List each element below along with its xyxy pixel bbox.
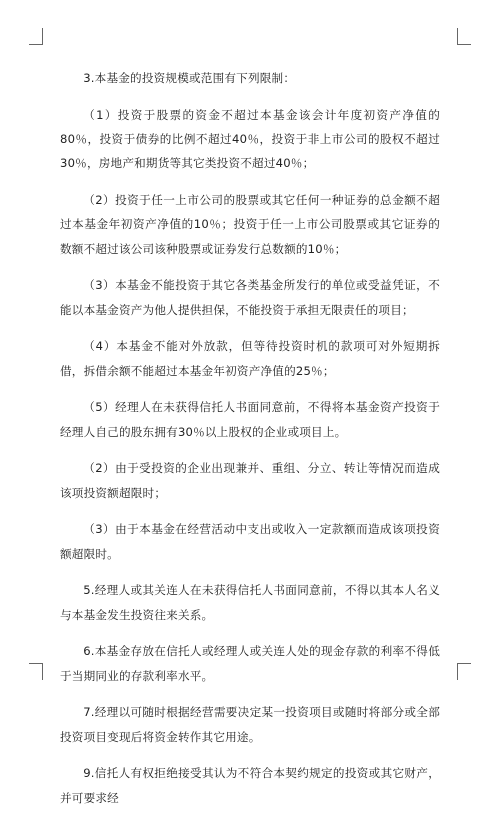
paragraph-5: （4）本基金不能对外放款，但等待投资时机的款项可对外短期拆借，拆借余额不能超过本基金年初资产净值的25％； (60, 339, 440, 378)
paragraph-11: 7.经理以可随时根据经营需要决定某一投资项目或随时将部分或全部投资项目变现后将资金转作其它用途。 (60, 705, 440, 744)
paragraph-9: 5.经理人或其关连人在未获得信托人书面同意前，不得以其本人名义与本基金发生投资往来关系。 (60, 583, 440, 622)
document-body (60, 66, 440, 822)
paragraph-1: 3.本基金的投资规模或范围有下列限制： (83, 71, 296, 85)
paragraph-4: （3）本基金不能投资于其它各类基金所发行的单位或受益凭证，不能以本基金资产为他人提供担保，不能投资于承担无限责任的项目； (60, 278, 440, 317)
crop-mark-top-left (29, 28, 43, 45)
paragraph-8: （3）由于本基金在经营活动中支出或收入一定款额而造成该项投资额超限时。 (60, 522, 440, 561)
crop-mark-bottom-left (29, 663, 43, 680)
paragraph-12: 9.信托人有权拒绝接受其认为不符合本契约规定的投资或其它财产，并可要求经 (60, 766, 440, 805)
paragraph-10: 6.本基金存放在信托人或经理人或关连人处的现金存款的利率不得低于当期同业的存款利率水平。 (60, 644, 440, 683)
paragraph-2: （1）投资于股票的资金不超过本基金该会计年度初资产净值的80％，投资于债券的比例不超过40％，投资于非上市公司的股权不超过30％，房地产和期货等其它类投资不超过40％； (60, 107, 440, 171)
paragraph-6: （5）经理人在未获得信托人书面同意前，不得将本基金资产投资于经理人自己的股东拥有30％以上股权的企业或项目上。 (60, 400, 440, 439)
crop-mark-bottom-right (457, 663, 471, 680)
paragraph-3: （2）投资于任一上市公司的股票或其它任何一种证券的总金额不超过本基金年初资产净值的10％；投资于任一上市公司股票或其它证券的数额不超过该公司该种股票或证券发行总数额的10％； (60, 193, 440, 256)
paragraph-7: （2）由于受投资的企业出现兼并、重组、分立、转让等情况而造成该项投资额超限时； (60, 461, 440, 500)
crop-mark-top-right (457, 28, 471, 45)
